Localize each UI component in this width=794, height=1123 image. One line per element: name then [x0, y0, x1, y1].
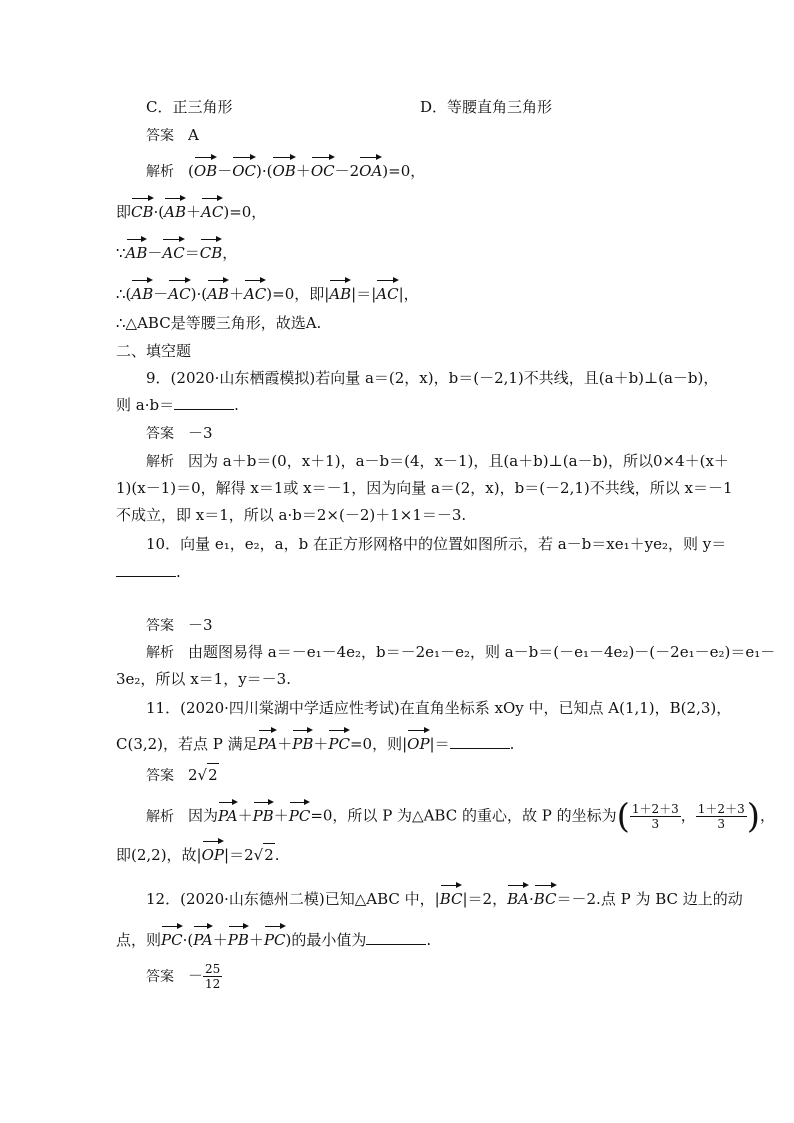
q9-stem-1: 9．(2020·山东栖霞模拟)若向量 a＝(2，x)，b＝(－2,1)不共线，且(a＋b)⊥(a－b)，: [146, 369, 719, 387]
q10-exp-2: 3e₂，所以 x＝1，y＝－3.: [116, 670, 291, 688]
q11-exp-2: 即(2,2)，故|OP|＝2√2.: [116, 842, 280, 866]
q9-blank: [174, 395, 234, 410]
q8-analysis-line2: 即CB·(AB＋AC)=0，: [116, 199, 266, 223]
q10-blank: [116, 562, 176, 577]
q12-stem-1: 12．(2020·山东德州二模)已知△ABC 中，|BC|＝2，BA·BC＝－2.点 P 为 BC 边上的动: [146, 886, 743, 910]
frac-y: $\frac{1+2+3}{3}$: [697, 802, 745, 831]
q12-answer-fraction: $\frac{25}{12}$: [205, 962, 221, 991]
q9-stem-2: 则 a·b＝ .: [116, 396, 239, 414]
section-title: 二、填空题: [116, 342, 192, 360]
answer-label: 答案: [146, 128, 174, 144]
option-d: D．等腰直角三角形: [420, 98, 553, 116]
q8-analysis-line1: 解析 (OB－OC)·(OB＋OC－2OA)=0，: [146, 158, 425, 183]
q8-answer-value: A: [188, 126, 199, 144]
option-c: C．正三角形: [146, 98, 233, 116]
q8-analysis-line5: ∴△ABC是等腰三角形，故选A.: [116, 314, 322, 332]
q9-exp-3: 不成立，即 x＝1，所以 a·b＝2×(－2)＋1×1＝－3.: [116, 506, 467, 524]
q11-stem-2: C(3,2)，若点 P 满足PA＋PB＋PC=0，则|OP|＝ .: [116, 731, 514, 755]
q8-answer: [146, 124, 199, 147]
q10-stem-2: .: [116, 561, 181, 583]
q10-exp-1: 解析 由题图易得 a＝－e₁－4e₂，b＝－2e₁－e₂，则 a－b＝(－e₁－4e₂)－(－2e₁－e₂)＝e₁－: [146, 643, 776, 661]
q8-analysis-line4: ∴(AB－AC)·(AB＋AC)=0，即|AB|＝|AC|，: [116, 281, 419, 305]
q12-blank: [366, 930, 426, 945]
q12-answer: 答案 － $\frac{25}{12}$: [146, 962, 221, 991]
q9-exp-1: 解析 因为 a＋b＝(0，x＋1)，a－b＝(4，x－1)，且(a＋b)⊥(a－b)，所以0×4＋(x＋: [146, 452, 729, 470]
q11-blank: [450, 734, 510, 749]
q12-stem-2: 点，则PC·(PA＋PB＋PC)的最小值为 .: [116, 927, 431, 951]
q11-stem-1: 11．(2020·四川棠湖中学适应性考试)在直角坐标系 xOy 中，已知点 A(1,1)，B(2,3)，: [146, 699, 732, 717]
q11-exp-1: 解析 因为PA＋PB＋PC=0，所以 P 为△ABC 的重心，故 P 的坐标为( $\frac{1+2+3}{3}$ ， $\frac{1+2+3}{3}$ )，: [146, 796, 775, 837]
q8-analysis-line3: ∵AB－AC＝CB，: [116, 240, 237, 264]
analysis-label: 解析: [146, 164, 174, 180]
q10-answer: 答案 －3: [146, 616, 213, 634]
q11-answer: 答案 2√2: [146, 763, 219, 787]
q9-answer: 答案 －3: [146, 424, 213, 442]
q10-stem-1: 10．向量 e₁，e₂，a，b 在正方形网格中的位置如图所示，若 a－b＝xe₁＋ye₂，则 y＝: [146, 535, 727, 553]
q9-exp-2: 1)(x－1)＝0，解得 x＝1或 x＝－1，因为向量 a＝(2，x)，b＝(－2,1)不共线，所以 x＝－1: [116, 479, 733, 497]
frac-x: $\frac{1+2+3}{3}$: [631, 802, 679, 831]
